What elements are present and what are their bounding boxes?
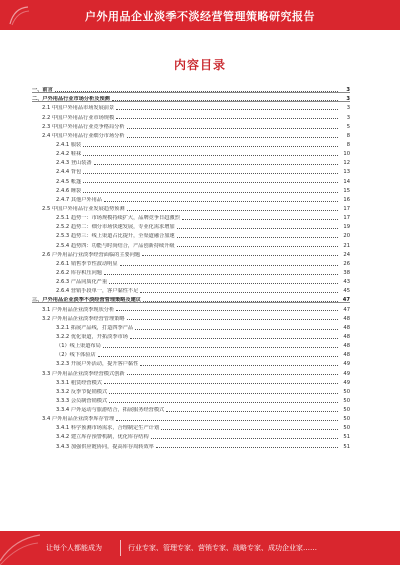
toc-dot-leader (182, 219, 338, 220)
toc-entry-title: 2.1 中国户外用品市场发展前景 (42, 105, 115, 112)
toc-entry-page: 24 (343, 251, 350, 258)
toc-entry[interactable] (32, 221, 350, 230)
toc-entry-page: 20 (343, 233, 350, 240)
toc-dot-leader (130, 338, 338, 339)
toc-entry-page: 8 (346, 132, 350, 139)
toc-dot-leader (109, 283, 338, 284)
toc-entry-title: 2.5.2 趋势二：细分市场快速发展，专业化需求增加 (56, 224, 175, 231)
toc-entry[interactable] (32, 431, 350, 440)
toc-dot-leader (112, 100, 338, 101)
toc-entry-page: 17 (343, 205, 350, 212)
toc-entry-page: 17 (343, 215, 350, 222)
toc-entry-page: 16 (343, 196, 350, 203)
toc-dot-leader (143, 301, 338, 302)
toc-entry-page: 50 (343, 407, 350, 414)
toc-entry[interactable] (32, 194, 350, 203)
toc-entry-page: 10 (343, 151, 350, 158)
toc-dot-leader (116, 420, 338, 421)
toc-entry[interactable] (32, 230, 350, 239)
toc-entry-title: 2.6.4 营销手段单一，客户黏性不足 (56, 288, 139, 295)
toc-entry-page: 38 (343, 269, 350, 276)
toc-entry[interactable] (32, 404, 350, 413)
toc-entry[interactable] (32, 130, 350, 139)
toc-entry-page: 48 (343, 333, 350, 340)
page-footer (0, 531, 400, 565)
toc-entry-title: 3.3.1 租赁经营模式 (56, 379, 102, 386)
toc-entry-title: 二、户外用品行业市场分析及预测 (32, 96, 110, 103)
table-of-contents (32, 84, 350, 450)
footer-swirl-icon (0, 531, 40, 565)
toc-entry[interactable] (32, 313, 350, 322)
toc-dot-leader (161, 429, 338, 430)
toc-entry-page: 49 (343, 361, 350, 368)
toc-entry[interactable] (32, 386, 350, 395)
toc-entry-title: 3.3.3 会员制营销模式 (56, 397, 108, 404)
toc-entry[interactable] (32, 349, 350, 358)
toc-dot-leader (83, 173, 338, 174)
toc-dot-leader (177, 228, 338, 229)
toc-entry-title: （1）线上渠道布局 (56, 343, 101, 350)
toc-entry-title: 2.5 中国户外用品行业发展趋势预测 (42, 205, 125, 212)
toc-entry-title: （2）线下体验店 (56, 352, 96, 359)
toc-dot-leader (142, 255, 338, 256)
toc-entry-title: 2.4.6 睡袋 (56, 187, 82, 194)
toc-entry[interactable] (32, 249, 350, 258)
toc-entry-page: 47 (342, 297, 350, 304)
toc-entry[interactable] (32, 239, 350, 248)
toc-entry-title: 3.4.1 科学预测市场需求，合理制定生产计划 (56, 425, 160, 432)
toc-entry[interactable] (32, 121, 350, 130)
toc-entry[interactable] (32, 139, 350, 148)
report-title: 户外用品企业淡季不淡经营管理策略研究报告 (85, 10, 315, 23)
toc-entry-title: 2.5.4 趋势四：功能与时尚结合，产品创新持续升级 (56, 242, 175, 249)
toc-entry-title: 3.3 户外用品企业淡季经营模式创新 (42, 370, 125, 377)
toc-entry[interactable] (32, 185, 350, 194)
toc-dot-leader (177, 237, 338, 238)
toc-entry-page: 50 (343, 425, 350, 432)
toc-entry-page: 3 (346, 105, 350, 112)
toc-entry-page: 50 (343, 388, 350, 395)
toc-entry-page: 3 (346, 87, 350, 94)
toc-heading: 内容目录 (173, 58, 226, 72)
toc-entry[interactable] (32, 395, 350, 404)
toc-entry[interactable] (32, 322, 350, 331)
toc-entry[interactable] (32, 358, 350, 367)
toc-entry-page: 3 (346, 114, 350, 121)
toc-dot-leader (151, 438, 338, 439)
toc-dot-leader (140, 365, 338, 366)
toc-entry-page: 45 (343, 288, 350, 295)
toc-entry-page: 51 (343, 443, 350, 450)
toc-entry[interactable] (32, 258, 350, 267)
toc-entry-title: 2.4.3 登山装备 (56, 160, 92, 167)
toc-entry[interactable] (32, 267, 350, 276)
toc-entry-title: 3.3.4 户外运动与旅游结合，拓展服务经营模式 (56, 407, 165, 414)
toc-entry-page: 50 (343, 416, 350, 423)
toc-entry-title: 一、前言 (32, 87, 53, 94)
toc-entry-page: 51 (343, 434, 350, 441)
toc-entry-page: 8 (346, 141, 350, 148)
toc-dot-leader (109, 393, 338, 394)
toc-entry-title: 三、户外用品企业淡季不淡经营管理策略及建议 (32, 297, 141, 304)
toc-entry-title: 2.4.1 服装 (56, 141, 82, 148)
toc-entry[interactable] (32, 377, 350, 386)
toc-entry[interactable] (32, 294, 350, 303)
toc-entry-title: 3.1 户外用品企业淡季现状分析 (42, 306, 115, 313)
toc-dot-leader (83, 146, 338, 147)
toc-entry[interactable] (32, 166, 350, 175)
toc-entry[interactable] (32, 175, 350, 184)
toc-entry[interactable] (32, 413, 350, 422)
toc-entry-page: 49 (343, 379, 350, 386)
toc-entry-title: 3.2.3 开展户外活动，提升客户黏性 (56, 361, 139, 368)
toc-entry-title: 2.6.2 库存积压问题 (56, 269, 102, 276)
footer-slogan: 让每个人都能成为 (46, 544, 102, 552)
toc-entry-title: 2.5.3 趋势三：线上渠道占比提升，全渠道融合加速 (56, 233, 175, 240)
toc-entry-title: 3.4.2 建立库存预警机制，优化库存结构 (56, 434, 149, 441)
toc-entry-title: 2.5.1 趋势一：市场规模持续扩大，品牌竞争日趋激烈 (56, 215, 180, 222)
toc-entry-title: 2.4.5 帐篷 (56, 178, 82, 185)
toc-dot-leader (116, 109, 338, 110)
toc-dot-leader (127, 210, 338, 211)
toc-dot-leader (103, 347, 338, 348)
toc-entry[interactable] (32, 148, 350, 157)
toc-entry-title: 2.2 中国户外用品行业市场规模 (42, 114, 115, 121)
toc-entry-title: 2.6.1 销售季节性波动明显 (56, 260, 118, 267)
toc-entry-page: 14 (343, 178, 350, 185)
toc-entry-title: 3.4 户外用品企业淡季库存管理 (42, 416, 115, 423)
toc-entry-page: 43 (343, 279, 350, 286)
toc-entry-page: 13 (343, 169, 350, 176)
toc-dot-leader (127, 319, 338, 320)
toc-entry-title: 2.6 户外用品行业淡季经营面临的主要问题 (42, 251, 141, 258)
toc-entry[interactable] (32, 212, 350, 221)
toc-entry-page: 15 (343, 187, 350, 194)
toc-dot-leader (140, 292, 338, 293)
toc-entry[interactable] (32, 422, 350, 431)
toc-entry-page: 48 (343, 324, 350, 331)
toc-entry-title: 3.2.2 优化渠道，开拓淡季市场 (56, 333, 128, 340)
toc-entry-page: 48 (343, 315, 350, 322)
toc-entry-title: 2.4.7 其他户外用品 (56, 196, 102, 203)
toc-entry-title: 3.2 户外用品企业淡季经营管理策略 (42, 315, 125, 322)
toc-entry[interactable] (32, 203, 350, 212)
toc-dot-leader (127, 137, 338, 138)
toc-entry-page: 3 (346, 96, 350, 103)
toc-entry-title: 2.4.2 鞋袜 (56, 151, 82, 158)
toc-dot-leader (116, 118, 338, 119)
toc-entry-page: 50 (343, 397, 350, 404)
toc-entry-page: 5 (346, 123, 350, 130)
toc-entry-title: 2.4.4 背包 (56, 169, 82, 176)
toc-entry[interactable] (32, 303, 350, 312)
toc-dot-leader (98, 356, 338, 357)
footer-divider (120, 540, 121, 556)
toc-entry-page: 47 (343, 306, 350, 313)
toc-dot-leader (104, 201, 338, 202)
toc-entry-page: 48 (343, 352, 350, 359)
toc-entry[interactable] (32, 340, 350, 349)
toc-dot-leader (109, 402, 338, 403)
toc-entry-title: 3.2.1 拓展产品线，打造四季产品 (56, 324, 134, 331)
toc-entry[interactable] (32, 331, 350, 340)
toc-entry-page: 12 (343, 160, 350, 167)
toc-entry-title: 2.3 中国户外用品行业竞争格局分析 (42, 123, 125, 130)
toc-entry[interactable] (32, 367, 350, 376)
toc-entry-title: 3.4.3 加强供应链协同，提高库存周转效率 (56, 443, 154, 450)
toc-entry-title: 2.6.3 产品同质化严重 (56, 279, 108, 286)
toc-entry[interactable] (32, 440, 350, 449)
toc-dot-leader (166, 411, 338, 412)
toc-entry[interactable] (32, 157, 350, 166)
toc-dot-leader (83, 182, 338, 183)
toc-dot-leader (83, 155, 338, 156)
toc-dot-leader (116, 310, 338, 311)
toc-entry-page: 26 (343, 260, 350, 267)
toc-entry-page: 49 (343, 370, 350, 377)
toc-entry[interactable] (32, 276, 350, 285)
toc-dot-leader (104, 274, 338, 275)
toc-dot-leader (104, 383, 338, 384)
toc-dot-leader (120, 265, 338, 266)
toc-entry[interactable] (32, 285, 350, 294)
toc-dot-leader (127, 374, 338, 375)
toc-dot-leader (177, 246, 338, 247)
toc-dot-leader (94, 164, 338, 165)
toc-dot-leader (135, 329, 338, 330)
toc-entry[interactable] (32, 84, 350, 93)
toc-entry-page: 21 (343, 242, 350, 249)
toc-dot-leader (83, 192, 338, 193)
page-header (0, 0, 400, 30)
toc-entry-page: 48 (343, 343, 350, 350)
toc-dot-leader (127, 128, 338, 129)
toc-dot-leader (156, 447, 338, 448)
toc-entry-title: 3.3.2 反季节促销模式 (56, 388, 108, 395)
footer-experts-line: 行业专家、管理专家、营销专家、战略专家、成功企业家…… (128, 544, 317, 552)
toc-entry[interactable] (32, 102, 350, 111)
toc-entry[interactable] (32, 93, 350, 102)
toc-entry-page: 19 (343, 224, 350, 231)
toc-dot-leader (55, 91, 338, 92)
toc-entry-title: 2.4 中国户外用品行业细分市场分析 (42, 132, 125, 139)
toc-entry[interactable] (32, 111, 350, 120)
